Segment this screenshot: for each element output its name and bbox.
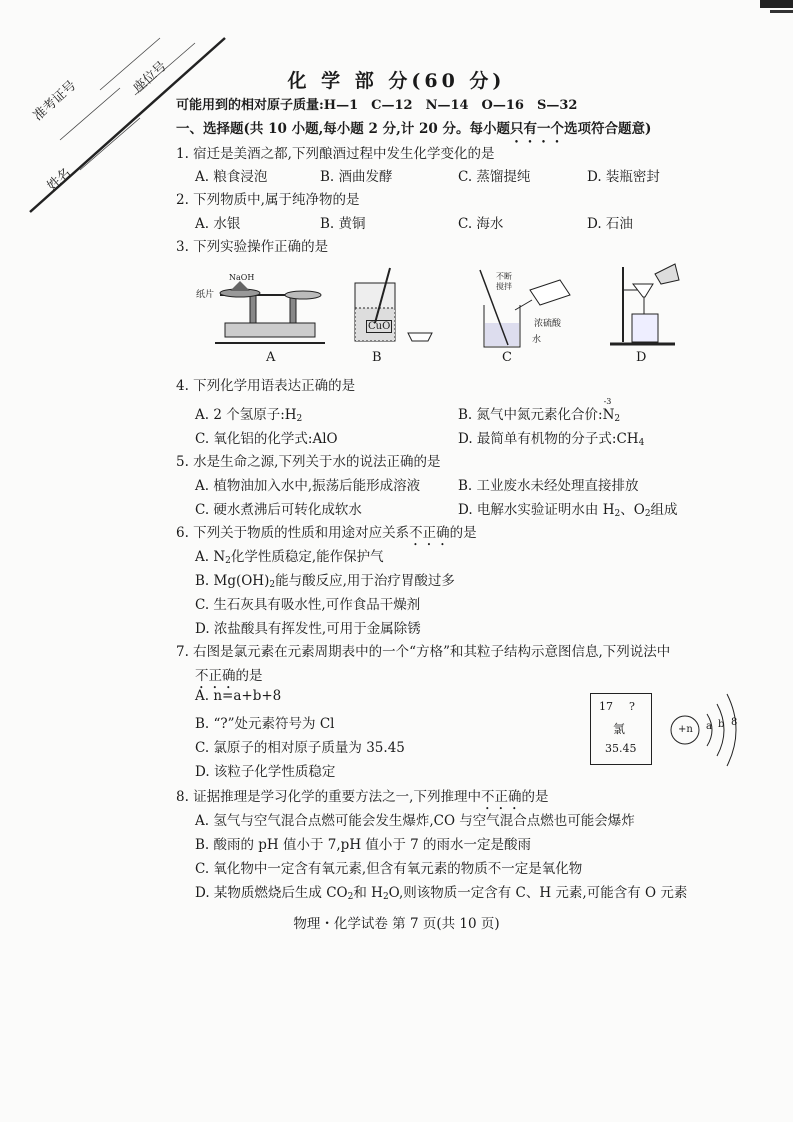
balance-figure [195,265,335,350]
q7-option-a[interactable]: A. n=a+b+8 [195,688,282,704]
element-name: 氯 [613,722,626,736]
fig-acid-label: 浓硫酸 [534,319,562,329]
question-3: 3. 下列实验操作正确的是 [176,239,329,255]
fig-label-d: D [636,350,647,365]
q5-option-c[interactable]: C. 硬水煮沸后可转化成软水 [195,502,362,518]
dilution-figure [470,265,580,350]
question-4: 4. 下列化学用语表达正确的是 [176,378,356,394]
atomic-masses: 可能用到的相对原子质量:H—1 C—12 N—14 O—16 S—32 [176,98,578,113]
q1-option-d[interactable]: D. 装瓶密封 [587,169,660,185]
fig-label-b: B [372,350,382,365]
q4-option-c[interactable]: C. 氧化铝的化学式:AlO [195,431,338,447]
q8-option-a[interactable]: A. 氢气与空气混合点燃可能会发生爆炸,CO 与空气混合点燃也可能会爆炸 [195,813,635,829]
q7-option-b[interactable]: B. “?”处元素符号为 Cl [195,716,335,732]
q8-option-b[interactable]: B. 酸雨的 pH 值小于 7,pH 值小于 7 的雨水一定是酸雨 [195,837,532,853]
fig-stir-label-2: 搅拌 [496,282,512,291]
scan-mark [770,10,793,13]
section-heading: 一、选择题(共 10 小题,每小题 2 分,计 20 分。每小题只有一个选项符合题意) [176,121,652,137]
shell-c-label: 8 [731,717,738,728]
q4-option-a[interactable]: A. 2 个氢原子$:H_2$ [195,407,303,424]
q8-option-c[interactable]: C. 氧化物中一定含有氧元素,但含有氧元素的物质不一定是氧化物 [195,861,583,877]
q7-option-c[interactable]: C. 氯原子的相对原子质量为 35.45 [195,740,405,756]
page-title: 化 学 部 分(60 分) [287,70,506,92]
stamp-name-label: 姓名 [44,165,75,195]
shell-b-label: b [718,719,725,730]
question-5: 5. 水是生命之源,下列关于水的说法正确的是 [176,454,441,470]
atomic-number: 17 [599,700,613,713]
fig-cuo-label: CuO [368,321,391,332]
question-1: 1. 宿迁是美酒之都,下列酿酒过程中发生化学变化的是 [176,146,495,162]
q1-option-b[interactable]: B. 酒曲发酵 [320,169,393,185]
q5-option-b[interactable]: B. 工业废水未经处理直接排放 [458,478,639,494]
fig-label-a: A [266,350,276,365]
q8-option-d[interactable]: D. 某物质燃烧后生成 $CO_2$和 $H_2O$,则该物质一定含有 C、H 元素,可能含有 O 元素 [195,885,688,902]
q6-option-d[interactable]: D. 浓盐酸具有挥发性,可用于金属除锈 [195,621,421,637]
fig-stir-label-1: 不断 [496,272,512,281]
element-box [590,693,652,765]
q6-option-c[interactable]: C. 生石灰具有吸水性,可作食品干燥剂 [195,597,421,613]
nucleus-label: +n [678,724,693,735]
shell-a-label: a [706,721,712,732]
atomic-mass: 35.45 [605,742,637,755]
filtration-figure [605,262,685,350]
stamp-seat-label: 座位号 [130,58,170,97]
jar-figure [350,263,440,353]
question-7: 7. 右图是氯元素在元素周期表中的一个“方格”和其粒子结构示意图信息,下列说法中 [176,644,671,660]
scan-mark [760,0,793,8]
q5-option-a[interactable]: A. 植物油加入水中,振荡后能形成溶液 [195,478,421,494]
q1-option-a[interactable]: A. 粮食浸泡 [195,169,268,185]
q4-option-b[interactable]: B. 氮气中氮元素化合价: -3 $N_2$ [458,397,621,424]
question-2: 2. 下列物质中,属于纯净物的是 [176,192,360,208]
fig-naoh-label: NaOH [229,273,255,282]
q5-option-d[interactable]: D. 电解水实验证明水由 $H_2$、$O_2$组成 [458,502,678,519]
stamp-exam-id-label: 准考证号 [30,78,80,125]
page-footer: 物理・化学试卷 第 7 页(共 10 页) [293,916,500,932]
fig-label-c: C [502,350,512,365]
q6-option-b[interactable]: B. $Mg(OH)_2$能与酸反应,用于治疗胃酸过多 [195,573,455,590]
question-6: 6. 下列关于物质的性质和用途对应关系不正确的是 [176,525,477,541]
q1-option-c[interactable]: C. 蒸馏提纯 [458,169,531,185]
q4-option-d[interactable]: D. 最简单有机物的分子式$:CH_4$ [458,431,645,448]
q2-option-d[interactable]: D. 石油 [587,216,633,232]
q2-option-a[interactable]: A. 水银 [195,216,241,232]
q7-option-d[interactable]: D. 该粒子化学性质稳定 [195,764,336,780]
question-8: 8. 证据推理是学习化学的重要方法之一,下列推理中不正确的是 [176,789,549,805]
fig-paper-label: 纸片 [196,290,215,300]
fig-water-label: 水 [532,335,542,345]
element-symbol: ? [629,700,635,713]
q2-option-b[interactable]: B. 黄铜 [320,216,366,232]
q6-option-a[interactable]: A. $N_2$化学性质稳定,能作保护气 [195,549,384,566]
question-7-cont: 不正确的是 [195,668,263,684]
q2-option-c[interactable]: C. 海水 [458,216,504,232]
